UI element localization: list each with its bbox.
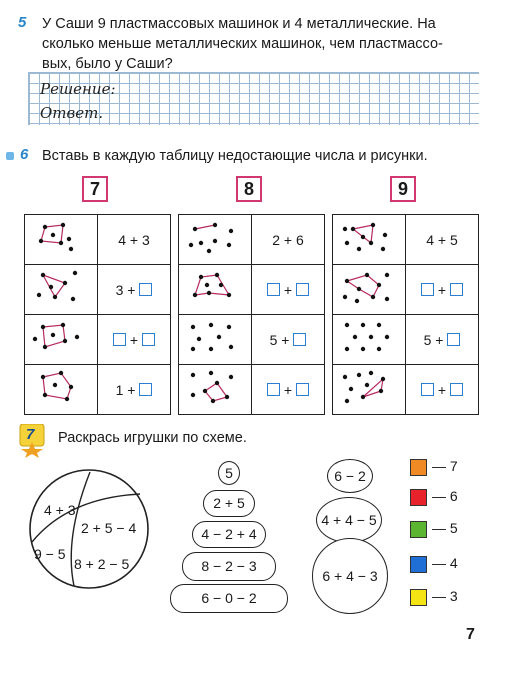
expression-cell [252,265,325,315]
legend-label: — 6 [432,488,458,504]
expression-cell [252,315,325,365]
empty-answer-box[interactable] [447,333,460,346]
plus-sign: + [435,331,444,348]
task5-line-2: сколько меньше металлических машинок, чем пластмассо- [42,36,443,52]
legend-swatch-orange [410,459,427,476]
plus-sign: + [283,231,293,248]
legend-label: — 7 [432,458,458,474]
task5-line-3: вых, было у Саши? [42,56,173,72]
legend-label: — 4 [432,555,458,571]
snowman-bottom[interactable] [312,538,388,614]
dots-figure [333,315,405,359]
dots-polygon-figure [179,265,251,309]
table-9-number: 9 [390,176,416,202]
empty-answer-box[interactable] [267,383,280,396]
table-row [25,365,171,415]
expression-cell [98,265,171,315]
dots-polygon-figure [179,365,251,409]
dot-picture [179,265,252,315]
pyramid-ring-2-label: 2 + 5 [213,495,245,511]
plus-sign: + [129,231,139,248]
page-number: 7 [466,626,475,643]
table-7 [24,214,171,415]
table-row [25,215,171,265]
dot-picture [333,265,406,315]
pyramid-ring-2[interactable] [203,490,255,517]
plus-sign: + [281,331,290,348]
dot-picture [333,315,406,365]
ball-segment-2[interactable]: 2 + 5 − 4 [81,520,137,536]
task5-line-1: У Саши 9 пластмассовых машинок и 4 металлические. На [42,16,436,32]
dot-picture [179,315,252,365]
legend-swatch-green [410,521,427,538]
expression-cell [406,265,479,315]
empty-answer-box[interactable] [450,383,463,396]
plus-sign: + [127,281,136,298]
right-number: 6 [295,231,304,248]
solution-label: Решение: [40,80,116,98]
dots-polygon-figure [333,215,405,259]
pyramid-ring-3[interactable] [192,521,266,548]
pyramid-ring-5-label: 6 − 0 − 2 [201,590,257,606]
empty-answer-box[interactable] [450,283,463,296]
dot-picture [25,365,98,415]
pyramid-ring-1-label: 5 [225,465,233,481]
plus-sign: + [283,381,293,398]
table-row [179,315,325,365]
dots-polygon-figure [25,215,97,259]
dots-polygon-figure [25,315,97,359]
snowman-bottom-label: 6 + 4 − 3 [322,568,378,584]
pyramid-ring-4-label: 8 − 2 − 3 [201,558,257,574]
table-8 [178,214,325,415]
table-9 [332,214,479,415]
expression-cell [406,365,479,415]
dots-polygon-figure [179,215,251,259]
empty-answer-box[interactable] [113,333,126,346]
empty-answer-box[interactable] [296,383,309,396]
table-row [333,365,479,415]
legend-swatch-blue [410,556,427,573]
snowman-middle-label: 4 + 4 − 5 [321,512,377,528]
table-row [333,315,479,365]
empty-answer-box[interactable] [421,283,434,296]
table-row [25,315,171,365]
left-number: 3 [115,281,124,298]
table-7-number: 7 [82,176,108,202]
ball-segment-3[interactable]: 9 − 5 [34,546,66,562]
legend-swatch-yellow [410,589,427,606]
table-row [333,215,479,265]
dots-polygon-figure [25,365,97,409]
empty-answer-box[interactable] [139,383,152,396]
dots-polygon-figure [25,265,97,309]
left-number: 5 [423,331,432,348]
legend-label: — 5 [432,520,458,536]
dot-picture [25,315,98,365]
answer-label: Ответ. [40,104,104,122]
task6-number: 6 [20,146,29,163]
dots-polygon-figure [333,365,405,409]
task7-number: 7 [26,426,35,443]
dot-picture [25,215,98,265]
empty-answer-box[interactable] [296,283,309,296]
left-number: 2 [272,231,281,248]
dot-picture [25,265,98,315]
task7-badge [18,424,46,458]
legend-label: — 3 [432,588,458,604]
dots-polygon-figure [333,265,405,309]
left-number: 4 [118,231,127,248]
left-number: 4 [426,231,435,248]
right-number: 5 [449,231,458,248]
plus-sign: + [283,281,293,298]
expression-cell [406,215,479,265]
expression-cell [98,215,171,265]
plus-sign: + [127,381,136,398]
pyramid-ring-1[interactable] [218,461,240,485]
empty-answer-box[interactable] [142,333,155,346]
snowman-head-label: 6 − 2 [334,468,366,484]
table-row [179,265,325,315]
plus-sign: + [437,231,447,248]
table-row [179,365,325,415]
right-number: 3 [141,231,150,248]
table-row [333,265,479,315]
task5-number: 5 [18,14,27,31]
table-8-number: 8 [236,176,262,202]
plus-sign: + [437,381,447,398]
ball-segment-4[interactable]: 8 + 2 − 5 [74,556,130,572]
expression-cell [406,315,479,365]
dot-picture [333,365,406,415]
expression-cell [98,315,171,365]
pyramid-ring-5[interactable] [170,584,288,613]
dot-picture [179,215,252,265]
left-number: 1 [115,381,124,398]
empty-answer-box[interactable] [139,283,152,296]
empty-answer-box[interactable] [267,283,280,296]
table-row [179,215,325,265]
left-number: 5 [269,331,278,348]
snowman-head[interactable] [327,459,373,493]
pyramid-ring-3-label: 4 − 2 + 4 [201,526,257,542]
task6-instruction: Вставь в каждую таблицу недостающие числа и рисунки. [42,148,428,164]
table-row [25,265,171,315]
plus-sign: + [129,331,139,348]
legend-swatch-red [410,489,427,506]
snowman-middle[interactable] [316,497,382,543]
empty-answer-box[interactable] [293,333,306,346]
expression-cell [252,365,325,415]
task7-instruction: Раскрась игрушки по схеме. [58,430,247,446]
ball-segment-1[interactable]: 4 + 3 [44,502,76,518]
pyramid-ring-4[interactable] [182,552,276,581]
dots-figure [179,315,251,359]
task6-marker [6,152,14,160]
ball-toy [28,468,150,590]
plus-sign: + [437,281,447,298]
empty-answer-box[interactable] [421,383,434,396]
expression-cell [98,365,171,415]
dot-picture [333,215,406,265]
expression-cell [252,215,325,265]
dot-picture [179,365,252,415]
